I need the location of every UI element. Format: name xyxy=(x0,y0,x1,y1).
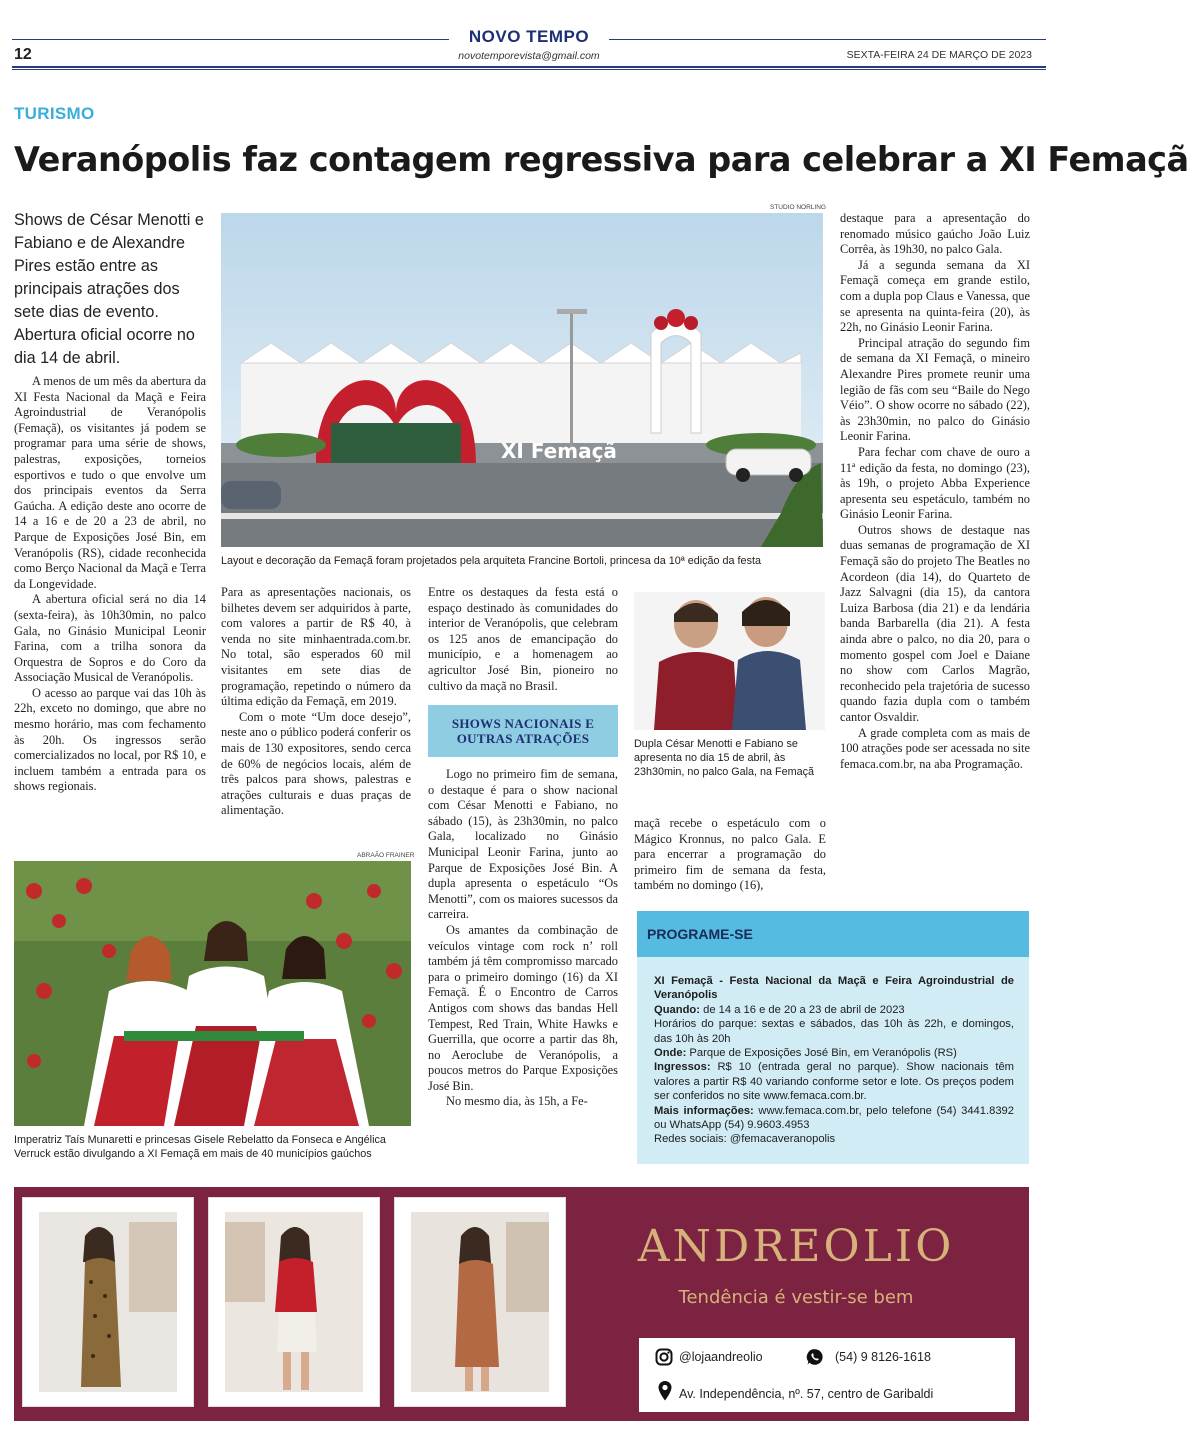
andreolio-ad[interactable] xyxy=(14,1187,1029,1421)
col3-paragraph-2: Logo no primeiro fim de semana, o destaque é para o show nacional com César Menotti e Fabiano, no sábado (15), às 23h30min, no palco Gala, localizado no Ginásio Municipal Leonir Farina, junto ao Parque de Exposições José Bin. A dupla apresenta o espetáculo “Os Menotti”, com os maiores sucessos da carreira. xyxy=(428,767,618,922)
header-rule-bottom xyxy=(12,66,1046,68)
ad-photo-1 xyxy=(22,1197,194,1407)
col1-paragraph-3: O acesso ao parque vai das 10h às 22h, exceto no domingo, que abre no mesmo horário, mas com fechamento às 20h. Os ingressos serão comercializados no local, por R$ 10, e incluem também a entrada para os shows regionais. xyxy=(14,685,206,794)
location-pin-icon xyxy=(657,1380,673,1402)
page-number: 12 xyxy=(14,46,32,63)
programe-where: Onde: Parque de Exposições José Bin, em Veranópolis (RS) xyxy=(654,1047,957,1060)
ad-photo-3-illustration xyxy=(411,1212,549,1392)
programe-info: Mais informações: www.femaca.com.br, pelo telefone (54) 3441.8392 ou WhatsApp (54) 9.9603.4953 xyxy=(654,1104,1014,1132)
programe-event: XI Femaçã - Festa Nacional da Maçã e Feira Agroindustrial de Veranópolis xyxy=(654,975,1014,1002)
col1-paragraph-2: A abertura oficial será no dia 14 (sexta-feira), às 10h30min, no palco Gala, no Ginásio Municipal Leonir Farina, com a trilha sonora da Orquestra de Sopros e do Coro da Associação Musical de Veranópolis. xyxy=(14,592,206,685)
programe-se-box xyxy=(637,911,1029,1164)
main-photo-caption: Layout e decoração da Femaçã foram projetados pela arquiteta Francine Bortoli, princesa da 10ª edição da festa xyxy=(221,555,761,567)
main-photo xyxy=(221,213,823,547)
subhead-box xyxy=(428,705,618,757)
column-4 xyxy=(634,816,826,894)
ad-contact-box xyxy=(639,1338,1015,1412)
royalty-photo xyxy=(14,861,411,1126)
subhead: SHOWS NACIONAIS E OUTRAS ATRAÇÕES xyxy=(451,716,595,746)
ad-instagram-handle[interactable]: @lojaandreolio xyxy=(679,1350,763,1364)
programe-when: Quando: de 14 a 16 e de 20 a 23 de abril de 2023 xyxy=(654,1003,905,1016)
royalty-photo-credit: ABRAÃO FRAINER xyxy=(357,852,415,859)
column-3-bottom xyxy=(428,767,618,1110)
col3-paragraph-1: Entre os destaques da festa está o espaço destinado às comunidades do interior de Veranópolis, que celebram os 125 anos de emancipação do município, e a homenagem ao agricultor José Bin, pioneiro no cultivo da maçã no Brasil. xyxy=(428,585,618,693)
programe-social: Redes sociais: @femacaveranopolis xyxy=(654,1133,836,1146)
duo-photo-caption: Dupla César Menotti e Fabiano se apresenta no dia 15 de abril, às 23h30min, no palco Gala, na Femaçã xyxy=(634,738,815,778)
duo-photo xyxy=(634,592,825,730)
col2-paragraph-2: Com o mote “Um doce desejo”, neste ano o público poderá conferir os mais de 130 expositores, sendo cerca de 60% de negócios locais, além de três palcos para shows, palestras e atrações culturais e duas praças de alimentação. xyxy=(221,709,411,818)
column-1 xyxy=(14,374,206,795)
col5-paragraph-3: Principal atração do segundo fim de semana da XI Femaçã, o mineiro Alexandre Pires promete reunir uma legião de fãs com seu “Baile do Nego Véio”. O show ocorre no sábado (22), às 23h30min, no palco do Ginásio Leonir Farina. xyxy=(840,335,1030,444)
royalty-photo-illustration xyxy=(14,861,411,1126)
ad-brand: ANDREOLIO xyxy=(637,1221,955,1272)
col3-paragraph-4: No mesmo dia, às 15h, a Fe- xyxy=(446,1094,588,1109)
column-3-top xyxy=(428,585,618,694)
programe-se-title: PROGRAME-SE xyxy=(647,926,753,942)
main-photo-illustration xyxy=(221,213,823,547)
ad-tagline: Tendência é vestir-se bem xyxy=(678,1287,914,1308)
instagram-icon[interactable] xyxy=(655,1348,673,1366)
royalty-photo-caption: Imperatriz Taís Munaretti e princesas Gisele Rebelatto da Fonseca e Angélica Verruck estão divulgando a XI Femaçã em mais de 40 municípios gaúchos xyxy=(14,1134,386,1160)
col5-paragraph-5: Outros shows de destaque nas duas semanas de programação de XI Femaçã são do projeto The Beatles no Acordeon (dia 14), do Quarteto de Jazz Salvagni (dia 15), da cantora Luiza Barbosa (dia 21) e da lendária banda Barbarella (dia 21). A festa ainda abre o palco, no dia 20, para o momento gospel com Joel e Daiane no show com Carlos Magrão, reconhecido pela trajetória de sucesso quando fazia dupla com o também cantor Osvaldir. xyxy=(840,522,1030,724)
ad-phone[interactable]: (54) 9 8126-1618 xyxy=(835,1350,931,1364)
col3-paragraph-3: Os amantes da combinação de veículos vintage com rock n’ roll também já têm compromisso marcado para o primeiro domingo (16) da XI Femaçã. É o Encontro de Carros Antigos com shows das bandas Hell Tempest, Red Train, White Hawks e Guerrilla, que ocorre a partir das 8h, no Aeroclube de Veranópolis, a poucos metros do Parque Exposições José Bin. xyxy=(428,922,618,1093)
programe-hours: Horários do parque: sextas e sábados, das 10h às 22h, e domingos, das 10h às 20h xyxy=(654,1018,1014,1045)
masthead-email[interactable]: novotemporevista@gmail.com xyxy=(458,50,600,62)
col5-paragraph-4: Para fechar com chave de ouro a 11ª edição da festa, no domingo (23), às 19h, o projeto Abba Experience apresenta seu espetáculo, também no Ginásio Leonir Farina. xyxy=(840,444,1030,522)
lead-paragraph: Shows de César Menotti e Fabiano e de Alexandre Pires estão entre as principais atrações dos sete dias de evento. Abertura oficial ocorre no dia 14 de abril. xyxy=(14,211,204,367)
col2-paragraph-1: Para as apresentações nacionais, os bilhetes devem ser adquiridos à parte, com valores a partir de R$ 40, à venda no site minhaentrada.com.br. No total, são esperados 60 mil visitantes em sete dias de programação, repetindo o número da última edição da Femaçã, em 2019. xyxy=(221,585,411,709)
main-photo-credit: STUDIO NORLING xyxy=(770,204,826,211)
page-date: SEXTA-FEIRA 24 DE MARÇO DE 2023 xyxy=(846,49,1032,61)
col1-paragraph-1: A menos de um mês da abertura da XI Festa Nacional da Maçã e Feira Agroindustrial de Veranópolis (Femaçã), os visitantes já podem se programar para uma série de shows, palestras, exposições, torneios esportivos e tudo o que envolve um dos principais eventos da Serra Gaúcha. A edição deste ano ocorre de 14 a 16 e de 20 a 23 de abril, no Parque de Exposições José Bin, em Veranópolis (RS), cidade reconhecida como Berço Nacional da Maçã e Terra da Longevidade. xyxy=(14,374,206,591)
ad-photo-2 xyxy=(208,1197,380,1407)
main-photo-logo: XI Femaçã xyxy=(501,439,617,463)
programe-se-body xyxy=(654,974,1014,1147)
programe-tickets: Ingressos: R$ 10 (entrada geral no parque). Show nacionais têm valores a partir R$ 40 variando conforme setor e lote. Os preços podem ser conferidos no site www.femaca.com.br. xyxy=(654,1061,1014,1103)
col5-paragraph-2: Já a segunda semana da XI Femaçã começa em grande estilo, com a dupla pop Claus e Vanessa, que se apresenta na quinta-feira (20), às 22h, no Ginásio Leonir Farina. xyxy=(840,257,1030,335)
col5-paragraph-6: A grade completa com as mais de 100 atrações pode ser acessada no site femaca.com.br, na aba Programação. xyxy=(840,725,1030,771)
col5-paragraph-1: destaque para a apresentação do renomado músico gaúcho João Luiz Corrêa, às 19h30, no palco Gala. xyxy=(840,211,1030,257)
duo-photo-illustration xyxy=(634,592,825,730)
whatsapp-icon[interactable] xyxy=(806,1348,824,1366)
col4-paragraph-1: maçã recebe o espetáculo com o Mágico Kronnus, no palco Gala. E para encerrar a programação do primeiro fim de semana da festa, também no domingo (16), xyxy=(634,816,826,893)
ad-photo-3 xyxy=(394,1197,566,1407)
headline: Veranópolis faz contagem regressiva para celebrar a XI Femaçã xyxy=(14,140,1189,179)
column-2 xyxy=(221,585,411,819)
column-5 xyxy=(840,211,1030,772)
section-label: TURISMO xyxy=(14,104,95,123)
ad-photo-2-illustration xyxy=(225,1212,363,1392)
ad-photo-1-illustration xyxy=(39,1212,177,1392)
masthead: NOVO TEMPO xyxy=(468,27,590,46)
programe-se-header xyxy=(637,911,1029,957)
ad-address[interactable]: Av. Independência, nº. 57, centro de Garibaldi xyxy=(679,1387,934,1401)
header-rule-bottom-thin xyxy=(12,69,1046,70)
